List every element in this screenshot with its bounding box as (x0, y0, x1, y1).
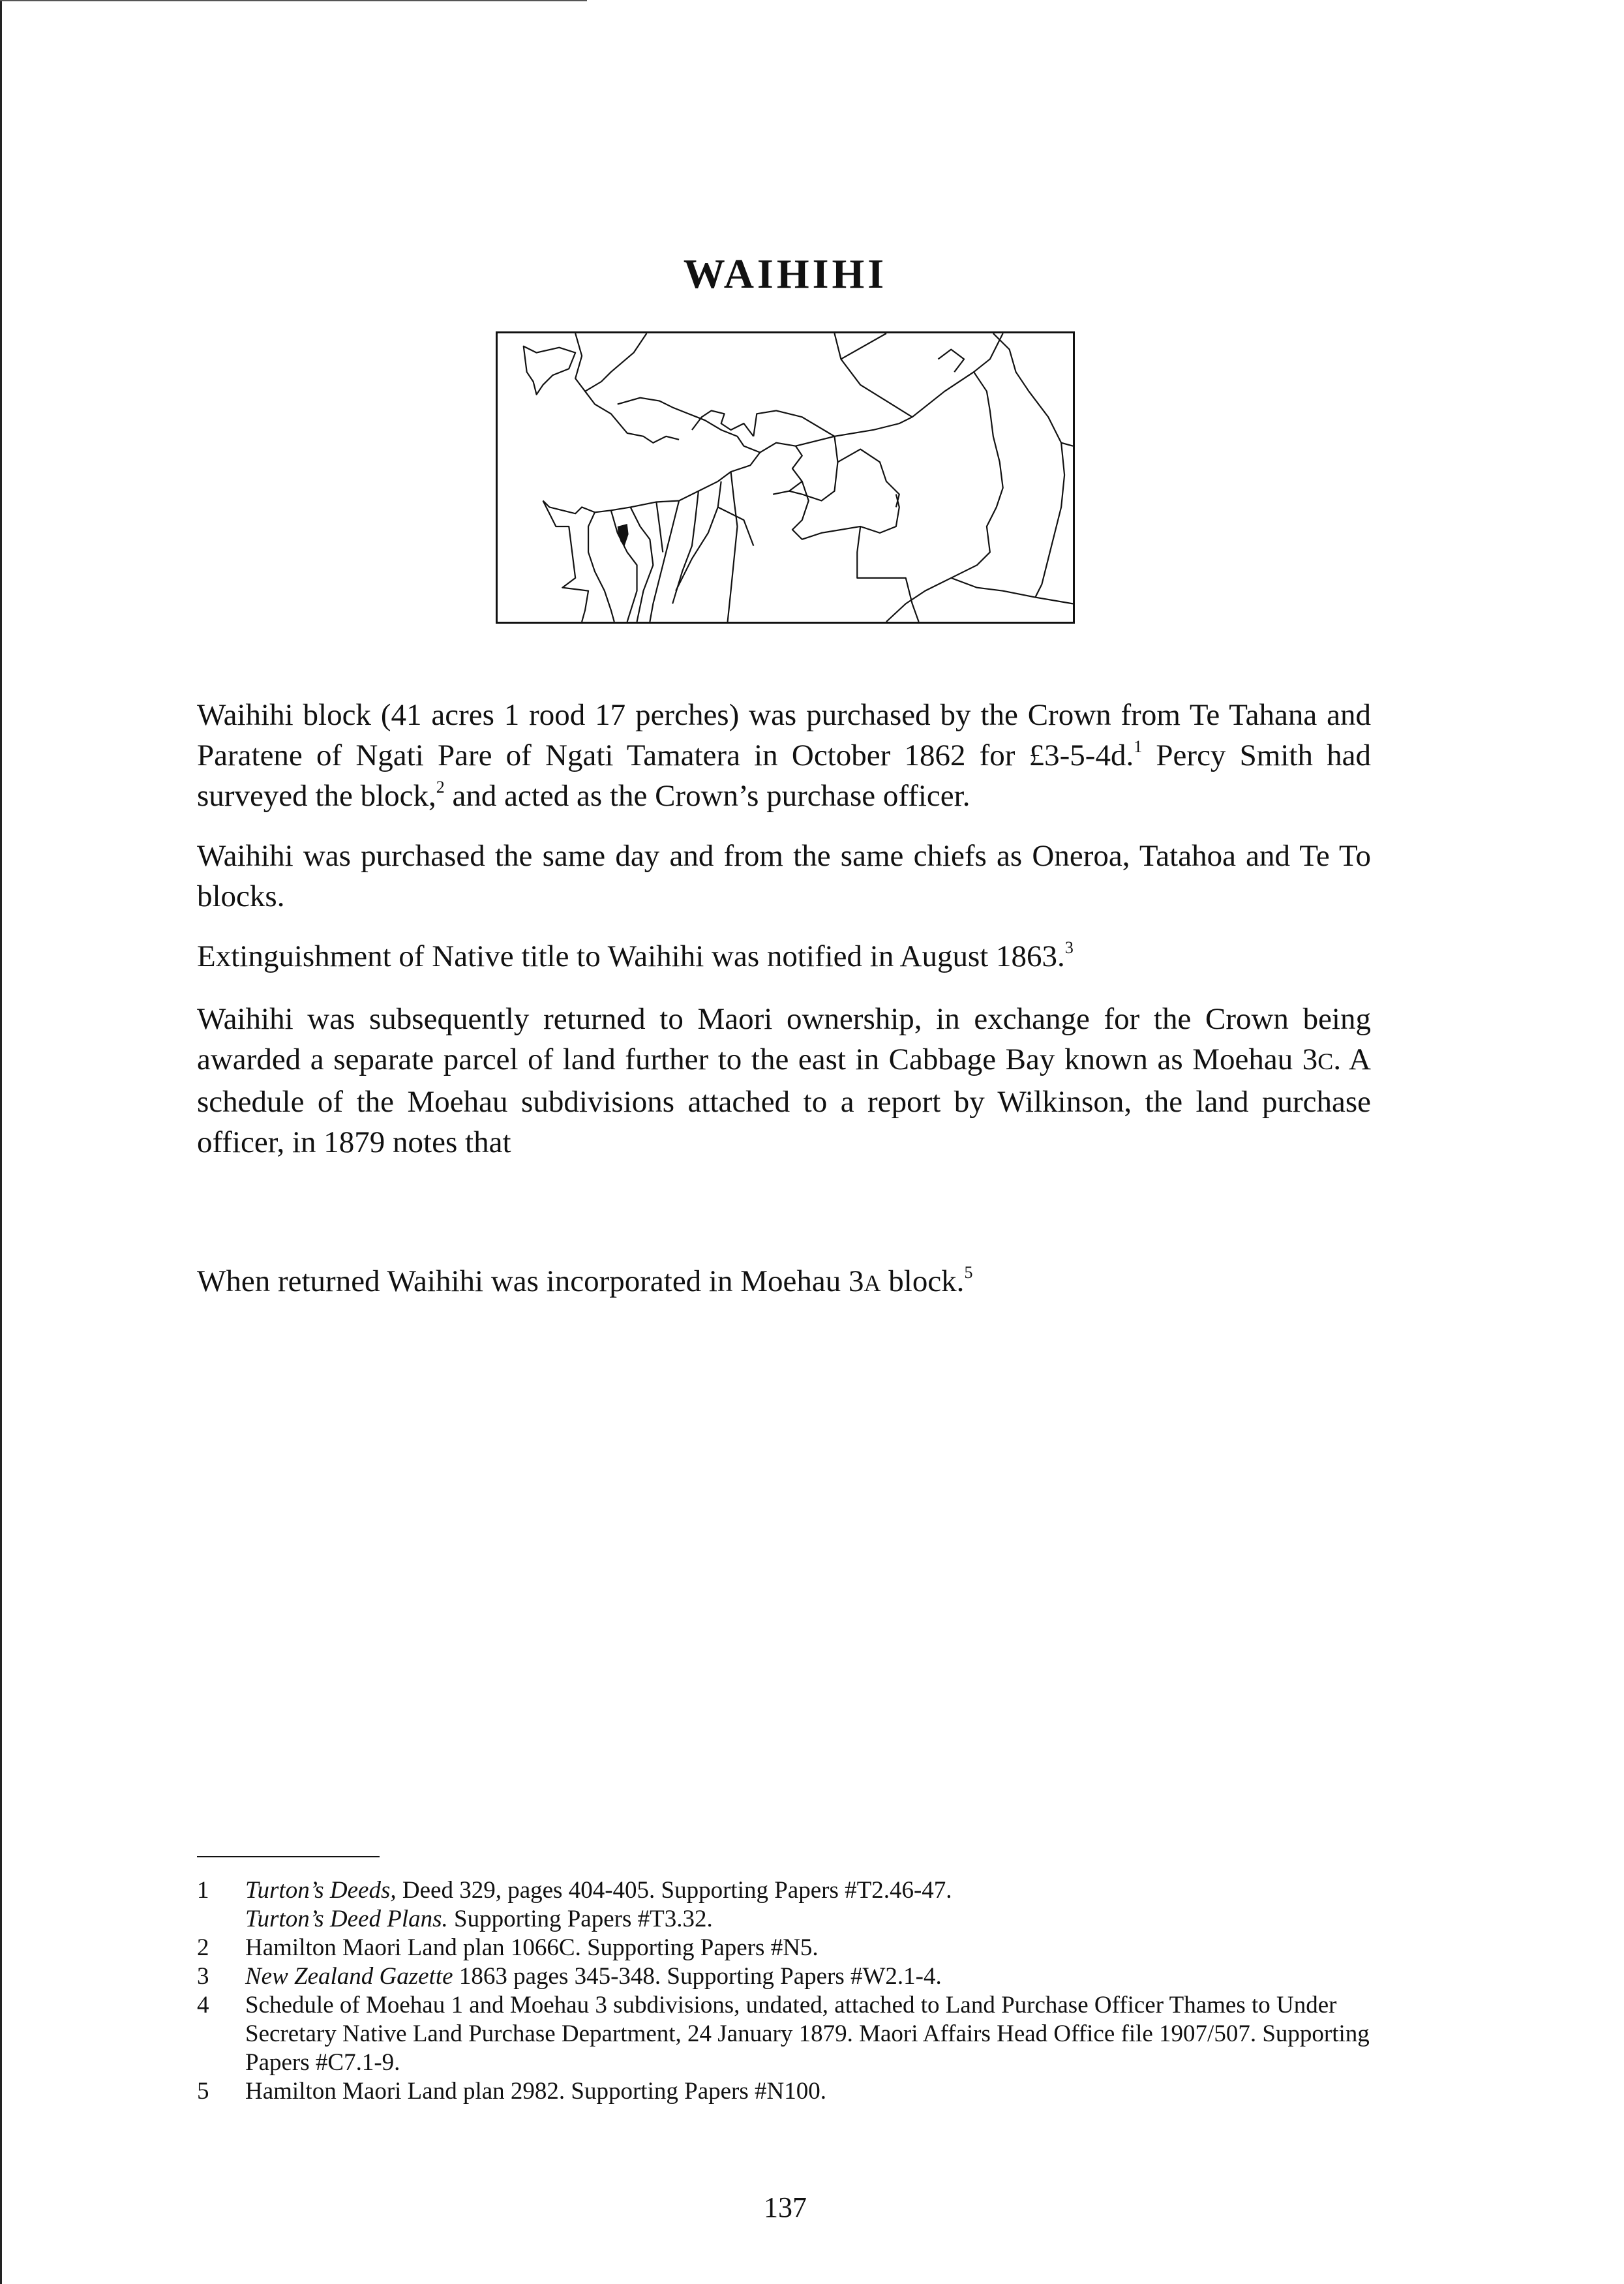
paragraph-text: Waihihi block (41 acres 1 rood 17 perches) was purchased by the Crown from Te Tahana and Paratene of Ngati Pare of Ngati Tamatera in October 1862 for £3-5-4d. (197, 698, 1371, 772)
map-boundary (585, 391, 679, 443)
map-boundary (938, 350, 964, 373)
footnote-title: Turton’s Deeds, (245, 1877, 397, 1904)
footnote (197, 1962, 1371, 1991)
footnote-number: 4 (197, 1992, 209, 2018)
map-boundary (692, 410, 753, 436)
map-boundary (857, 526, 918, 622)
paragraph-text: block. (880, 1264, 965, 1298)
small-caps-letter: A (864, 1270, 881, 1296)
map-boundary (796, 417, 912, 446)
small-caps-letter: C (1317, 1048, 1334, 1074)
map-boundary (656, 502, 663, 552)
footnote-text: Schedule of Moehau 1 and Moehau 3 subdivisions, undated, attached to Land Purchase Officer Thames to Under Secretary Native Land Purchase Department, 24 January 1879. Maori Affairs Head Office file 1907/507. Supporting Papers #C7.1-9. (245, 1992, 1370, 2076)
paragraph-incorporated (197, 1261, 1371, 1303)
map-boundary (676, 481, 721, 591)
footnote-text (245, 1962, 1371, 1991)
map-boundary (672, 491, 699, 604)
paragraph-text: . A schedule of the Moehau subdivisions attached to a report by Wilkinson, the land purchase officer, in 1879 notes that (197, 1043, 1371, 1159)
map-boundary (760, 443, 802, 495)
paragraph-text: Percy Smith had surveyed the block, (197, 738, 1372, 813)
map-boundary (993, 333, 1064, 598)
footnote-detail: 1863 pages 345-348. Supporting Papers #W2.1-4. (453, 1963, 942, 1990)
footnote-ref[interactable]: 1 (1134, 737, 1143, 756)
map-boundary (588, 512, 614, 622)
footnote (197, 1876, 1371, 1934)
scan-border-top (0, 0, 587, 1)
map-boundary (753, 410, 834, 436)
waihihi-block-marker (618, 524, 629, 546)
paragraph-text: Extinguishment of Native title to Waihihi was notified in August 1863. (197, 939, 1065, 973)
footnote-number: 3 (197, 1963, 209, 1990)
footnote-line (245, 1876, 1371, 1905)
paragraph-returned (197, 999, 1371, 1163)
map-boundary (951, 578, 1073, 603)
paragraph-same-day: Waihihi was purchased the same day and from the same chiefs as Oneroa, Tatahoa and Te To blocks. (197, 839, 1371, 913)
footnote-divider (197, 1856, 380, 1857)
paragraph-text: When returned Waihihi was incorporated in Moehau 3 (197, 1264, 864, 1298)
footnote (197, 2077, 1371, 2106)
map-boundary (834, 333, 912, 417)
footnote (197, 1991, 1371, 2077)
footnote-number: 5 (197, 2078, 209, 2105)
paragraph-extinguishment (197, 936, 1371, 977)
footnote-detail: Supporting Papers #T3.32. (447, 1906, 713, 1932)
footnote-title: Turton’s Deed Plans. (245, 1906, 448, 1932)
footnote-line (245, 1905, 1371, 1934)
footnote (197, 1934, 1371, 1962)
map-boundary (728, 472, 738, 622)
scan-border-left (0, 0, 2, 2284)
map-boundary (631, 507, 654, 622)
footnote-number: 1 (197, 1877, 209, 1904)
paragraph-text: and acted as the Crown’s purchase officer. (444, 779, 970, 813)
page-number: 137 (764, 2191, 807, 2223)
footnote-title: New Zealand Gazette (245, 1963, 453, 1990)
map-boundary (837, 449, 899, 508)
footnote-ref[interactable]: 2 (436, 778, 445, 797)
map-boundary (650, 501, 679, 622)
location-map-drawing (498, 333, 1073, 622)
map-boundary (575, 333, 646, 391)
map-coastline-north (524, 346, 575, 395)
footnote-text: Hamilton Maori Land plan 1066C. Supporting Papers #N5. (245, 1934, 819, 1961)
footnote-detail: Deed 329, pages 404-405. Supporting Papers #T2.46-47. (396, 1877, 952, 1904)
location-map (496, 331, 1075, 624)
footnote-text: Hamilton Maori Land plan 2982. Supporting Papers #N100. (245, 2078, 826, 2105)
footnote-ref[interactable]: 3 (1064, 938, 1074, 957)
map-boundary (792, 481, 899, 540)
map-boundary (1061, 443, 1073, 446)
page-title: WAIHIHI (683, 250, 888, 297)
footnote-text (245, 1876, 1371, 1934)
paragraph-text: Waihihi was subsequently returned to Maori ownership, in exchange for the Crown being awarded a separate parcel of land further to the east in Cabbage Bay known as Moehau 3 (197, 1002, 1371, 1076)
paragraph-purchase (197, 695, 1371, 816)
map-coastline-west (543, 501, 589, 622)
map-boundary (841, 333, 886, 359)
footnote-number: 2 (197, 1934, 209, 1961)
footnote-ref[interactable]: 5 (964, 1263, 973, 1282)
map-boundary (886, 372, 1003, 622)
footnotes (197, 1876, 1371, 2106)
map-harbour (543, 398, 760, 514)
